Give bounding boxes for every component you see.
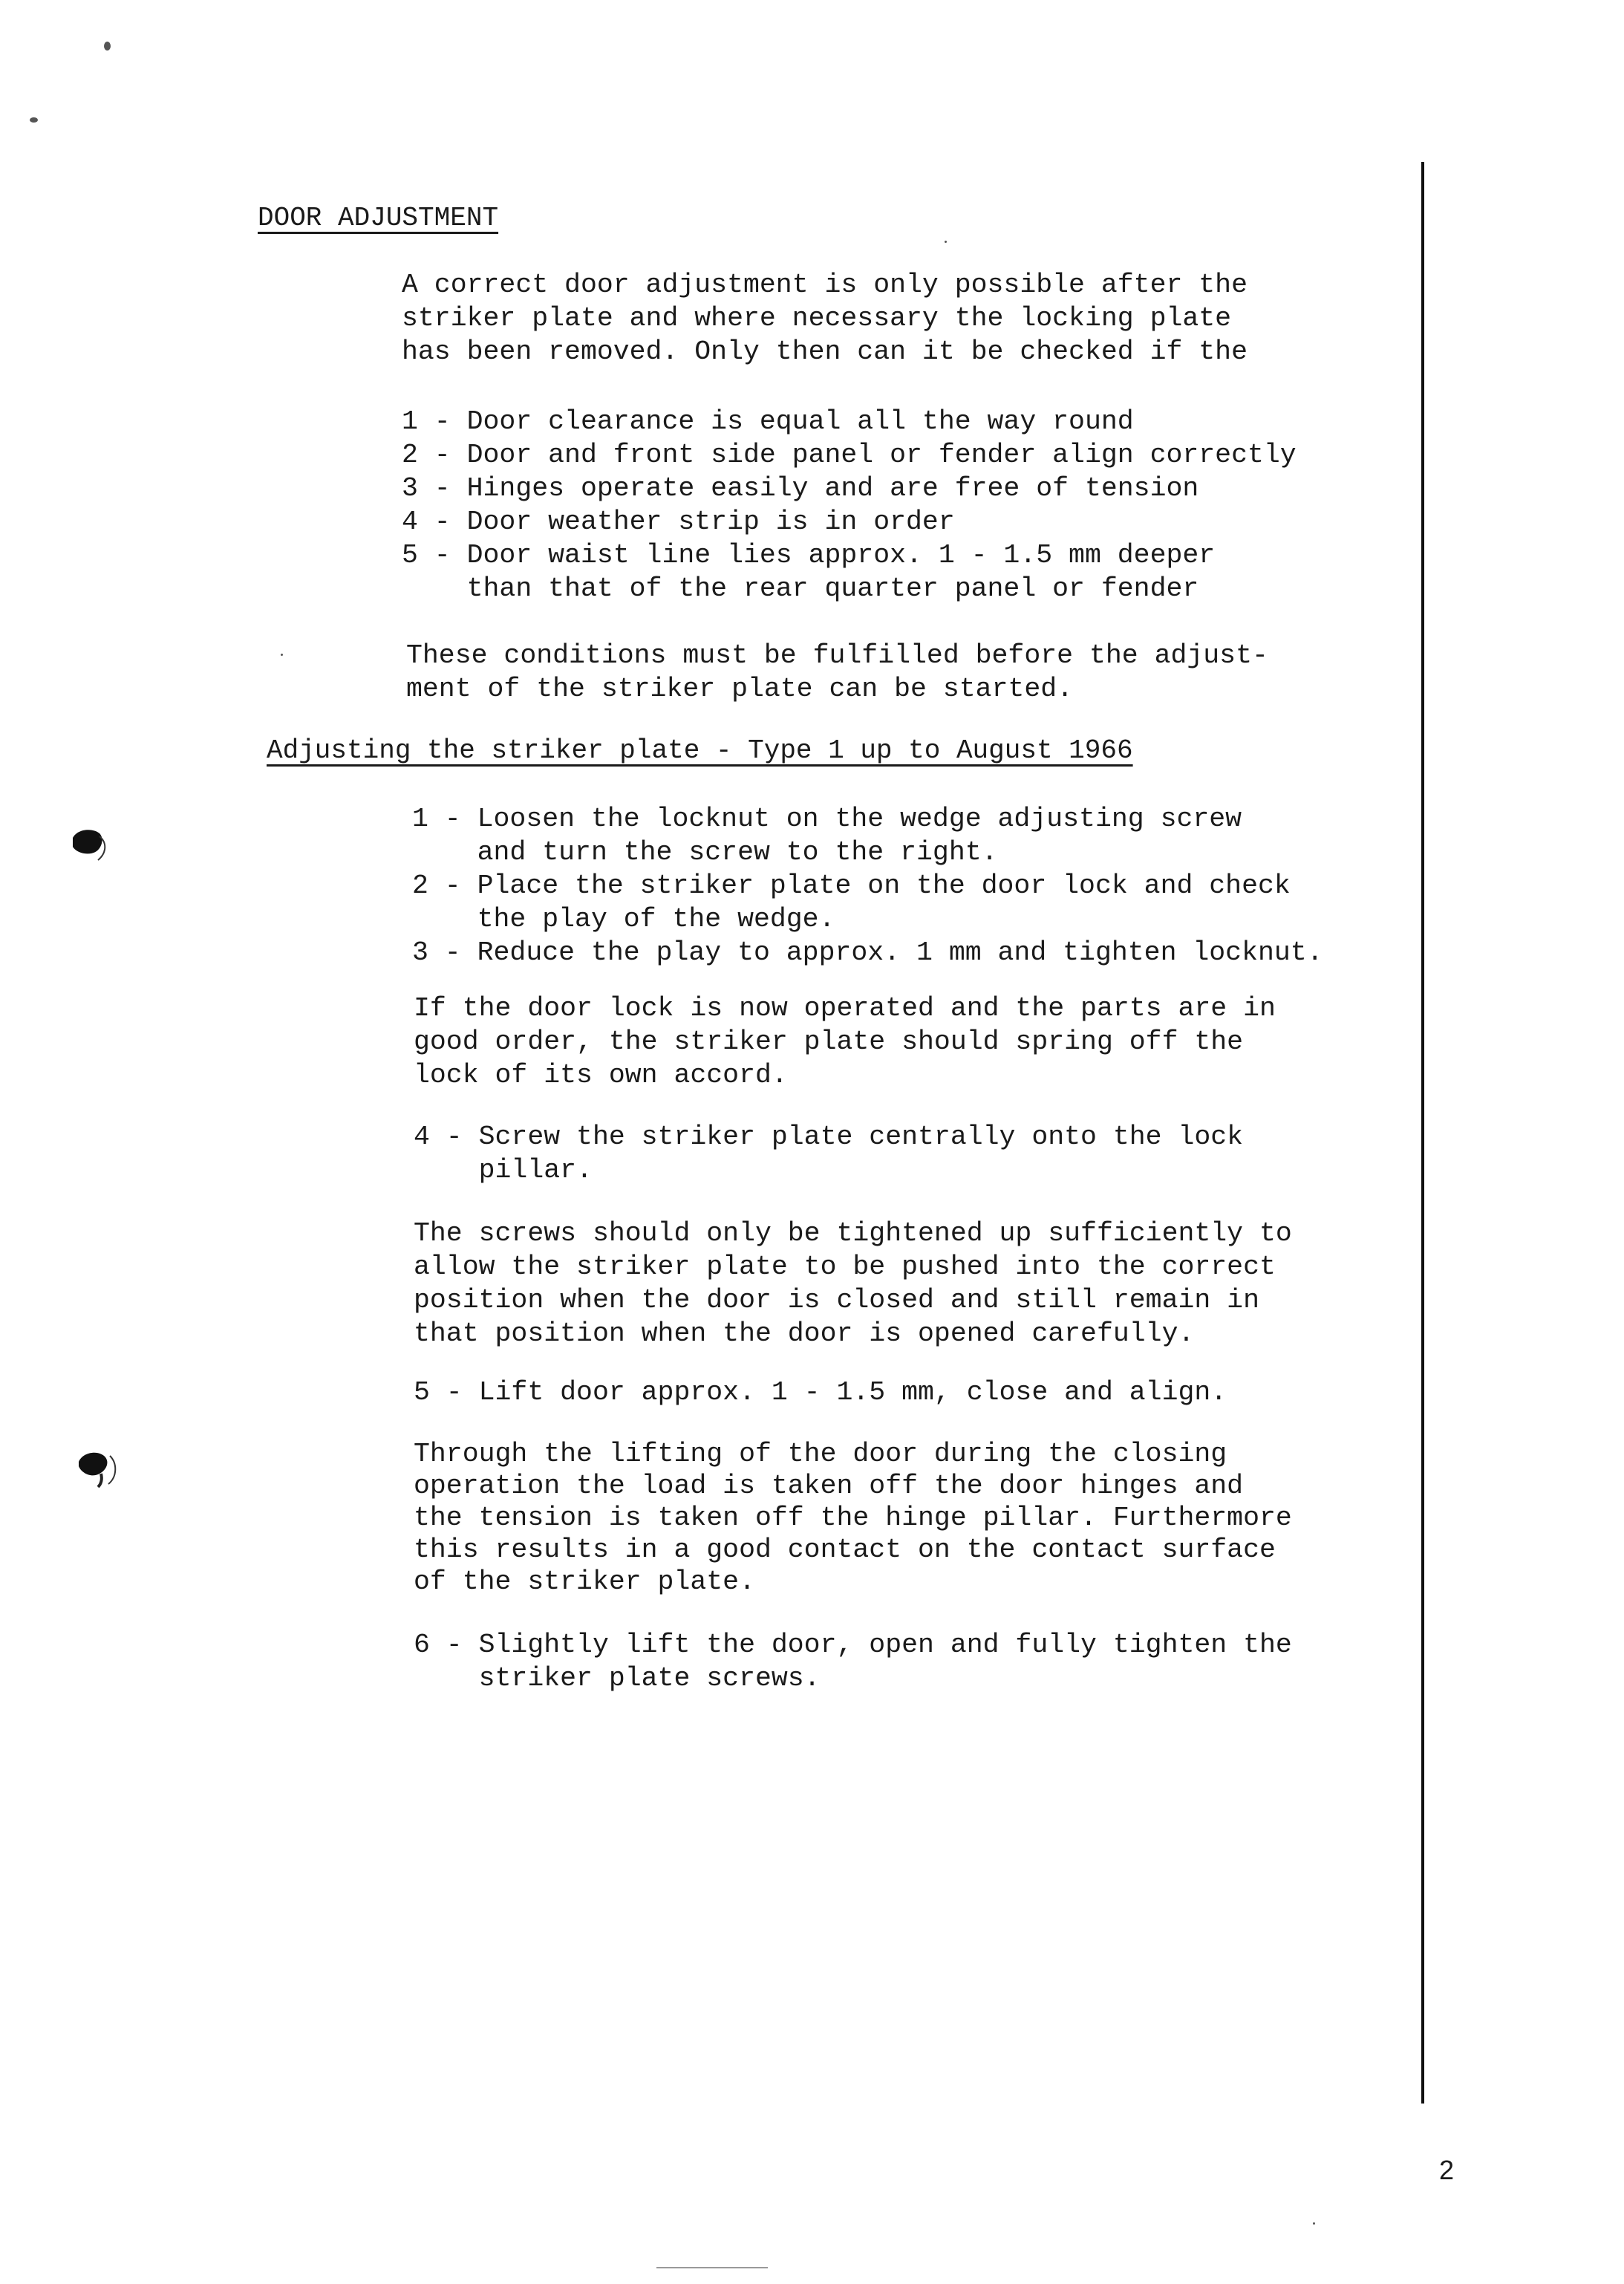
scan-speck bbox=[30, 117, 38, 123]
page-title: DOOR ADJUSTMENT bbox=[258, 203, 499, 233]
paragraph-line: that position when the door is opened carefully. bbox=[414, 1318, 1195, 1349]
note-line: ment of the striker plate can be started. bbox=[406, 674, 1074, 704]
list-item: 3 - Hinges operate easily and are free of tension bbox=[402, 473, 1199, 504]
list-item: 1 - Door clearance is equal all the way round bbox=[402, 406, 1134, 437]
paragraph-line: If the door lock is now operated and the parts are in bbox=[414, 993, 1276, 1024]
step-5: 5 - Lift door approx. 1 - 1.5 mm, close and align. bbox=[414, 1377, 1227, 1408]
punch-hole-icon bbox=[71, 1444, 123, 1496]
list-item: 4 - Door weather strip is in order bbox=[402, 507, 955, 537]
step-line: striker plate screws. bbox=[414, 1663, 821, 1694]
step-line: pillar. bbox=[414, 1155, 593, 1185]
margin-rule bbox=[1421, 162, 1424, 2104]
intro-line: striker plate and where necessary the locking plate bbox=[402, 303, 1232, 334]
scan-speck bbox=[281, 654, 283, 656]
paragraph-line: position when the door is closed and still remain in bbox=[414, 1285, 1259, 1315]
page-number: 2 bbox=[1439, 2155, 1455, 2185]
scan-line bbox=[656, 2267, 768, 2268]
scan-speck bbox=[945, 241, 947, 243]
paragraph-line: this results in a good contact on the contact surface bbox=[414, 1535, 1276, 1565]
step-line: 6 - Slightly lift the door, open and fully tighten the bbox=[414, 1630, 1292, 1660]
paragraph-line: Through the lifting of the door during the closing bbox=[414, 1439, 1227, 1469]
punch-hole-icon bbox=[67, 824, 111, 869]
paragraph-line: operation the load is taken off the door hinges and bbox=[414, 1471, 1244, 1501]
list-item: 5 - Door waist line lies approx. 1 - 1.5 mm deeper bbox=[402, 540, 1216, 570]
scan-speck bbox=[104, 42, 111, 51]
step-line: and turn the screw to the right. bbox=[412, 837, 998, 868]
list-item: than that of the rear quarter panel or fender bbox=[402, 573, 1199, 604]
step-line: 4 - Screw the striker plate centrally onto the lock bbox=[414, 1122, 1244, 1152]
paragraph-line: The screws should only be tightened up sufficiently to bbox=[414, 1218, 1292, 1249]
note-line: These conditions must be fulfilled before the adjust- bbox=[406, 640, 1268, 671]
step-line: 1 - Loosen the locknut on the wedge adjusting screw bbox=[412, 804, 1242, 834]
scan-speck bbox=[1313, 2222, 1315, 2225]
paragraph-line: the tension is taken off the hinge pillar. Furthermore bbox=[414, 1503, 1292, 1533]
paragraph-line: allow the striker plate to be pushed into the correct bbox=[414, 1252, 1276, 1282]
paragraph-line: of the striker plate. bbox=[414, 1566, 755, 1597]
intro-line: A correct door adjustment is only possible after the bbox=[402, 270, 1248, 300]
list-item: 2 - Door and front side panel or fender align correctly bbox=[402, 440, 1297, 470]
paragraph-line: good order, the striker plate should spring off the bbox=[414, 1027, 1244, 1057]
step-line: the play of the wedge. bbox=[412, 904, 835, 934]
step-line: 3 - Reduce the play to approx. 1 mm and tighten locknut. bbox=[412, 937, 1323, 968]
section-subheading: Adjusting the striker plate - Type 1 up to August 1966 bbox=[267, 735, 1133, 766]
intro-line: has been removed. Only then can it be checked if the bbox=[402, 336, 1248, 367]
step-line: 2 - Place the striker plate on the door lock and check bbox=[412, 871, 1291, 901]
paragraph-line: lock of its own accord. bbox=[414, 1060, 788, 1090]
